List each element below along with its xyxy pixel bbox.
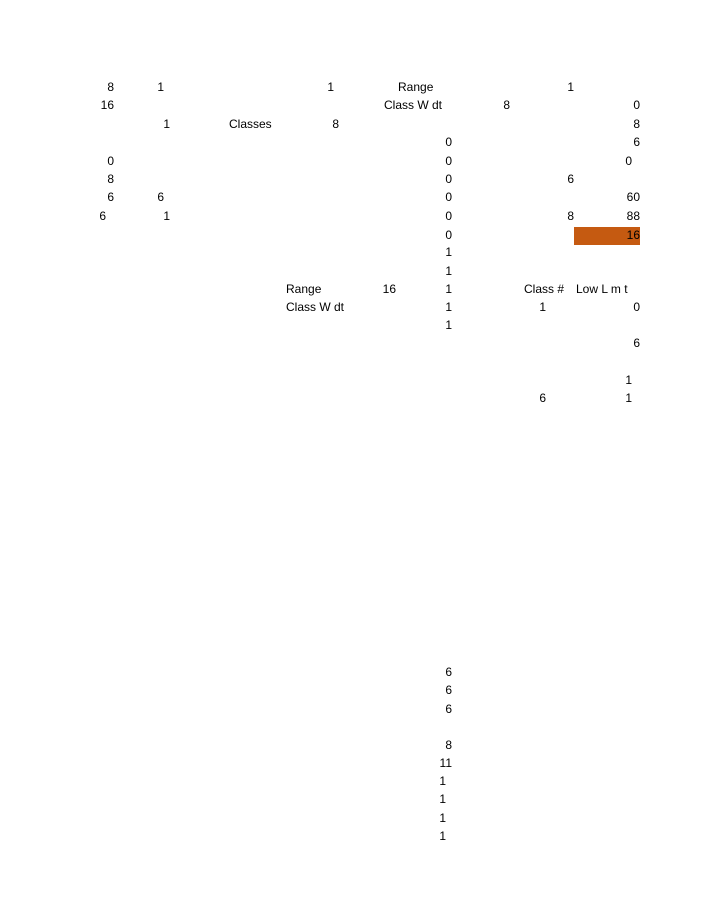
cell: 1 <box>567 80 574 94</box>
cell-label: Class W dt <box>384 98 443 112</box>
cell-label: Range <box>286 282 322 296</box>
cell: 6 <box>445 683 452 697</box>
cell: 1 <box>445 300 452 314</box>
cell: 1 <box>439 829 446 843</box>
cell: 1 <box>439 792 446 806</box>
cell: 60 <box>626 190 640 204</box>
cell: 8 <box>503 98 510 112</box>
cell: 1 <box>157 80 164 94</box>
cell: 11 <box>439 756 452 770</box>
cell: 0 <box>445 172 452 186</box>
cell: 8 <box>633 117 640 131</box>
cell: 6 <box>445 702 452 716</box>
cell: 8 <box>107 80 114 94</box>
cell: 6 <box>539 391 546 405</box>
cell-label: Range <box>398 80 434 94</box>
cell: 0 <box>445 228 452 242</box>
cell: 1 <box>625 373 632 387</box>
cell: 6 <box>99 209 106 223</box>
cell: 1 <box>445 318 452 332</box>
cell: 6 <box>633 336 640 350</box>
cell-label: Classes <box>229 117 272 131</box>
cell: 8 <box>567 209 574 223</box>
cell: 0 <box>445 135 452 149</box>
cell: 1 <box>445 282 452 296</box>
cell: 0 <box>625 154 632 168</box>
cell: 1 <box>163 209 170 223</box>
cell: 1 <box>163 117 170 131</box>
cell: 8 <box>445 738 452 752</box>
cell-label: Class # <box>524 282 565 296</box>
cell: 88 <box>626 209 640 223</box>
cell: 6 <box>633 135 640 149</box>
cell: 1 <box>539 300 546 314</box>
cell: 6 <box>567 172 574 186</box>
cell: 1 <box>439 774 446 788</box>
cell-label: Low L m t <box>576 282 628 296</box>
cell: 8 <box>332 117 339 131</box>
cell: 0 <box>445 154 452 168</box>
cell: 1 <box>439 811 446 825</box>
cell: 6 <box>157 190 164 204</box>
cell: 6 <box>445 665 452 679</box>
cell: 1 <box>327 80 334 94</box>
cell-label: Class W dt <box>286 300 345 314</box>
cell: 0 <box>633 98 640 112</box>
cell: 0 <box>107 154 114 168</box>
highlighted-cell: 16 <box>626 228 640 242</box>
cell: 8 <box>107 172 114 186</box>
cell: 6 <box>107 190 114 204</box>
cell: 0 <box>445 209 452 223</box>
cell: 0 <box>633 300 640 314</box>
cell: 1 <box>625 391 632 405</box>
cell: 16 <box>100 98 114 112</box>
cell: 1 <box>445 264 452 278</box>
cell: 1 <box>445 245 452 259</box>
cell: 0 <box>445 190 452 204</box>
cell: 16 <box>382 282 396 296</box>
